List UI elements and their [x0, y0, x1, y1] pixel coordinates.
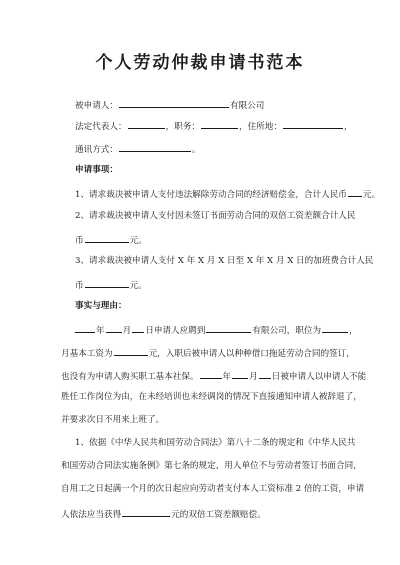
respondent-label: 被申请人： [75, 101, 118, 111]
facts-heading-line [0, 300, 400, 312]
wage-rest-text: 元，入职后被申请人以种种借口拖延劳动合同的签订， [148, 349, 355, 359]
dismiss-year-label: 年 [222, 372, 232, 382]
request-3-line-2 [0, 277, 400, 292]
request-1-end: 元。 [362, 190, 381, 200]
contact-label: 通讯方式： [75, 145, 118, 155]
month-label: 月 [122, 326, 132, 336]
dismiss-end-text: 并要求次日不用来上班了。 [61, 415, 165, 425]
dismiss-reason-text: 胜任工作岗位为由，在未经培训也未经调岗的情况下直接通知申请人被辞退了， [61, 392, 362, 402]
wage-label: 月基本工资为 [61, 349, 113, 359]
address-blank[interactable] [283, 118, 343, 129]
dismiss-year-blank[interactable] [200, 368, 222, 379]
request-2-text: 2、请求裁决被申请人支付因未签订书面劳动合同的双倍工资差额合计人民 [75, 211, 356, 221]
law-line-2 [0, 460, 400, 472]
hire-month-blank[interactable] [106, 322, 122, 333]
requests-heading-line [0, 164, 400, 176]
contact-blank[interactable] [119, 141, 191, 152]
request-3-line-1 [0, 255, 400, 267]
law-text-1: 1、依据《中华人民共和国劳动合同法》第八十二条的规定和《中华人民共 [75, 438, 356, 448]
dismiss-month-blank[interactable] [232, 368, 248, 379]
position-blank[interactable] [201, 118, 238, 129]
requests-heading: 申请事项： [75, 165, 118, 175]
request-2-end: 元。 [129, 236, 147, 246]
hire-text: 日申请人应聘到 [145, 326, 206, 336]
address-comma: ， [343, 122, 353, 132]
legal-rep-label: 法定代表人： [75, 122, 127, 132]
request-2-currency: 币 [75, 236, 84, 246]
law-text-4: 人依法应当获得 [61, 510, 122, 520]
dismiss-text: 日被申请人以申请人不能 [271, 372, 367, 382]
request-3-end: 元。 [129, 281, 147, 291]
respondent-name-blank[interactable] [119, 97, 229, 108]
document-title: 个人劳动仲裁申请书范本 [95, 53, 305, 73]
year-label: 年 [96, 326, 105, 336]
dismiss-month-label: 月 [249, 372, 258, 382]
legal-rep-blank[interactable] [128, 118, 165, 129]
company-text: 有限公司，职位为 [252, 326, 322, 336]
dismiss-day-blank[interactable] [259, 368, 271, 379]
facts-line-4 [0, 391, 400, 403]
request-3-currency: 币 [75, 281, 84, 291]
law-line-1 [0, 437, 400, 449]
facts-heading: 事实与理由： [75, 301, 127, 311]
request-3-text: 3、请求裁决被申请人支付 X 年 X 月 X 日至 X 年 X 月 X 日的加班费合计人民 [75, 256, 374, 266]
request-1-line [0, 186, 400, 201]
law-line-3 [0, 483, 400, 495]
job-title-comma: ， [349, 326, 358, 336]
contact-period: 。 [191, 145, 201, 155]
hire-day-blank[interactable] [132, 322, 144, 333]
request-2-line-1 [0, 210, 400, 222]
wage-blank[interactable] [114, 345, 148, 356]
request-2-amount-blank[interactable] [85, 232, 129, 243]
insurance-text: 也没有为申请人购买职工基本社保。 [61, 372, 199, 382]
address-label: ，住所地： [238, 122, 282, 132]
company-blank[interactable] [206, 322, 251, 333]
law-line-4 [0, 506, 400, 521]
request-1-text: 1、请求裁决被申请人支付违法解除劳动合同的经济赔偿金，合计人民币 [75, 190, 347, 200]
facts-line-2 [0, 345, 400, 360]
respondent-line [0, 97, 400, 112]
facts-line-1 [0, 322, 400, 337]
contact-line [0, 141, 400, 156]
facts-line-5 [0, 414, 400, 426]
respondent-suffix: 有限公司 [229, 101, 265, 111]
request-1-amount-blank[interactable] [348, 186, 362, 197]
law-text-2: 和国劳动合同法实施条例》第七条的规定，用人单位不与劳动者签订书面合同， [61, 461, 362, 471]
request-2-line-2 [0, 232, 400, 247]
law-text-4-end: 元的双倍工资差额赔偿。 [171, 510, 266, 520]
request-3-amount-blank[interactable] [85, 277, 129, 288]
job-title-blank[interactable] [322, 322, 348, 333]
law-text-3: 自用工之日起满一个月的次日起应向劳动者支付本人工资标准 2 倍的工资，申请 [61, 484, 365, 494]
facts-line-3 [0, 368, 400, 383]
legal-rep-line [0, 118, 400, 133]
position-label: ，职务： [165, 122, 200, 132]
double-wage-amount-blank[interactable] [122, 506, 170, 517]
hire-year-blank[interactable] [75, 322, 95, 333]
